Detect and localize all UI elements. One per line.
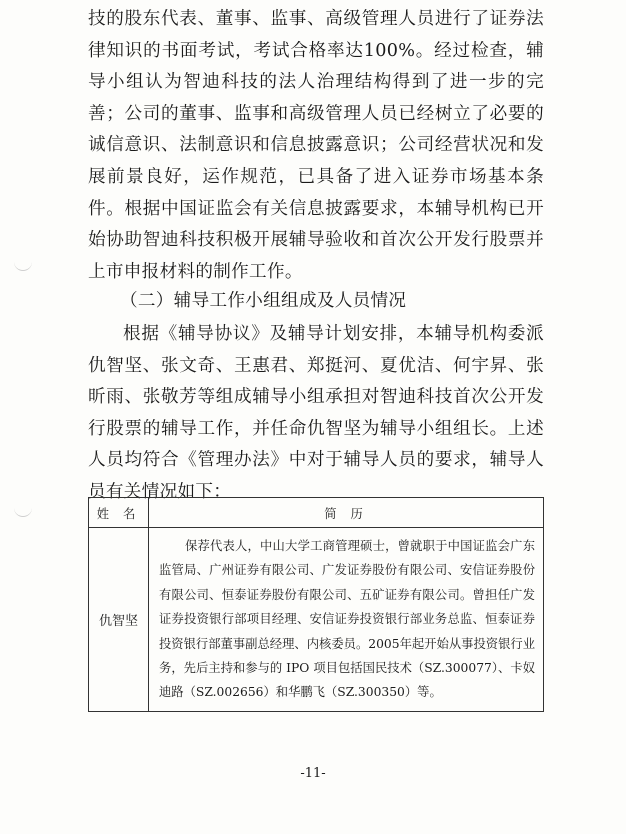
person-name: 仇智坚 [89,528,149,712]
personnel-table [88,497,544,712]
binding-hole-mark [14,260,32,271]
table-row [89,528,544,712]
page-number: -11- [300,766,326,781]
person-resume: 保荐代表人，中山大学工商管理硕士，曾就职于中国证监会广东监管局、广州证券有限公司、广发证券股份有限公司、安信证券股份有限公司、恒泰证券股份有限公司、五矿证券有限公司。曾担任广发证券投资银行部项目经理、安信证券投资银行部业务总监、恒泰证券投资银行部董事副总经理、内核委员。2005年起开始从事投资银行业务，先后主持和参与的 IPO 项目包括国民技术（SZ.300077）、卡奴迪路（SZ.002656）和华鹏飞（SZ.300350）等。 [149,528,544,712]
column-header-name: 姓 名 [89,498,149,528]
body-paragraph: 技的股东代表、董事、监事、高级管理人员进行了证券法律知识的书面考试，考试合格率达100%。经过检查，辅导小组认为智迪科技的法人治理结构得到了进一步的完善；公司的董事、监事和高级管理人员已经树立了必要的诚信意识、法制意识和信息披露意识；公司经营状况和发展前景良好，运作规范，已具备了进入证券市场基本条件。根据中国证监会有关信息披露要求，本辅导机构已开始协助智迪科技积极开展辅导验收和首次公开发行股票并上市申报材料的制作工作。 [88,9,544,282]
section-heading: （二）辅导工作小组组成及人员情况 [120,291,407,311]
body-paragraph: 根据《辅导协议》及辅导计划安排，本辅导机构委派仇智坚、张文奇、王惠君、郑挺河、夏优洁、何宇昇、张昕雨、张敬芳等组成辅导小组承担对智迪科技首次公开发行股票的辅导工作，并任命仇智坚为辅导小组组长。上述人员均符合《管理办法》中对于辅导人员的要求，辅导人员有关情况如下： [88,324,544,502]
column-header-resume: 简 历 [149,498,544,528]
table-header-row [89,498,544,528]
binding-hole-mark [14,506,32,517]
